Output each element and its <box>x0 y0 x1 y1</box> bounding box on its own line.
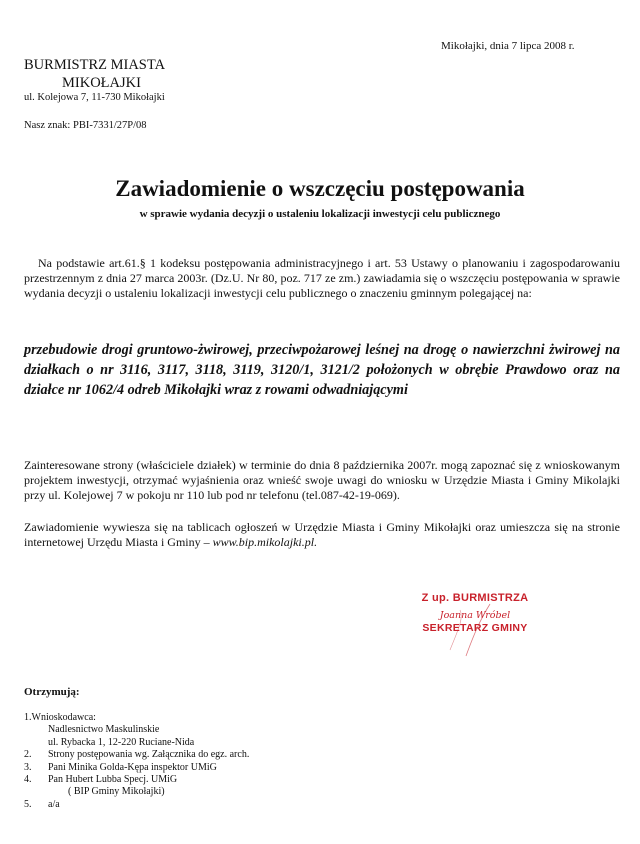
document-date: Mikołajki, dnia 7 lipca 2008 r. <box>441 40 575 52</box>
body-paragraph-3-text: Zawiadomienie wywiesza się na tablicach ogłoszeń w Urzędzie Miasta i Gminy Mikołajki oraz umieszcza się na stronie internetowej Urzędu Miasta i Gminy – <box>24 520 620 549</box>
body-paragraph-1-text: Na podstawie art.61.§ 1 kodeksu postępowania administracyjnego i art. 53 Ustawy o planowaniu i zagospodarowaniu przestrzennym z dnia 27 marca 2003r. (Dz.U. Nr 80, poz. 717 ze zm.) zawiadamia się o wszczęciu postępowania w sprawie wydania decyzji o ustaleniu lokalizacji inwestycji celu publicznego o znaczeniu gminnym polegającej na: <box>24 256 620 300</box>
document-subtitle: w sprawie wydania decyzji o ustaleniu lokalizacji inwestycji celu publicznego <box>139 208 501 220</box>
reference-number: Nasz znak: PBI-7331/27P/08 <box>24 120 147 131</box>
body-paragraph-3 <box>24 520 620 550</box>
body-paragraph-1 <box>24 256 620 301</box>
investment-description: przebudowie drogi gruntowo-żwirowej, przeciwpożarowej leśnej na drogę o nawierzchni żwirowej na działkach o nr 3116, 3117, 3118, 3119, 3120/1, 3121/2 położonych w obrębie Prawdowo oraz na działce nr 1062/4 odreb Mikołajki wraz z rowami odwadniającymi <box>24 342 620 398</box>
stamp-line-1: Z up. BURMISTRZA <box>421 592 529 604</box>
recipients-list <box>24 712 249 811</box>
bip-link[interactable]: www.bip.mikolajki.pl. <box>212 535 318 549</box>
sender-name <box>24 56 224 92</box>
list-item: Nadlesnictwo Maskulinskie <box>48 724 160 736</box>
sender-line-1: BURMISTRZ MIASTA <box>24 57 166 73</box>
official-stamp <box>400 592 550 634</box>
list-item: 4. Pan Hubert Lubba Specj. UMiG <box>24 774 178 786</box>
sender-address: ul. Kolejowa 7, 11-730 Mikołajki <box>24 92 165 103</box>
body-paragraph-2: Zainteresowane strony (właściciele działek) w terminie do dnia 8 października 2007r. mogą zapoznać się z wnioskowanym projektem inwestycji, otrzymać wyjaśnienia oraz wnieść swoje uwagi do wniosku w Urzędzie Miasta i Gminy Mikolajki przy ul. Kolejowej 7 w pokoju nr 110 lub pod nr telefonu (tel.087-42-19-069). <box>24 458 620 502</box>
document-title: Zawiadomienie o wszczęciu postępowania <box>115 176 525 201</box>
recipients-heading: Otrzymują: <box>24 686 80 698</box>
list-item: ul. Rybacka 1, 12-220 Ruciane-Nida <box>48 736 195 748</box>
list-item: ( BIP Gminy Mikołajki) <box>68 786 165 798</box>
list-item: 3. Pani Minika Golda-Kępa inspektor UMiG <box>24 761 217 773</box>
list-item: 2. Strony postępowania wg. Załącznika do egz. arch. <box>24 749 250 761</box>
list-item: 1.Wnioskodawca: <box>24 712 96 723</box>
sender-line-2: MIKOŁAJKI <box>62 75 141 91</box>
list-item: 5. a/a <box>24 798 60 810</box>
stamp-signature: Joanna Wróbel <box>439 610 511 621</box>
stamp-line-3: SEKRETARZ GMINY <box>422 622 528 634</box>
